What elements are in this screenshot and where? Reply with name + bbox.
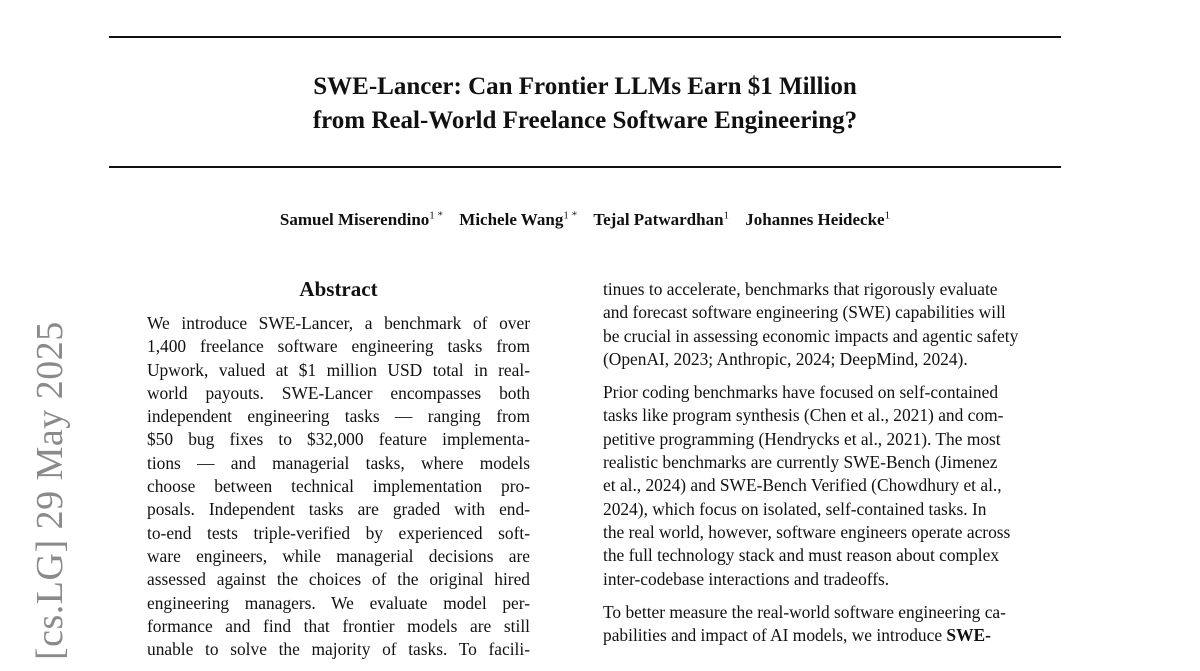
- abstract-line: Upwork, valued at $1 million USD total in real-: [147, 359, 530, 380]
- abstract-line: choose between technical implementation pro-: [147, 476, 530, 497]
- abstract-heading: Abstract: [299, 277, 378, 301]
- introduction-column: [603, 278, 1019, 657]
- abstract-line: posals. Independent tasks are graded with end-: [147, 499, 530, 520]
- abstract-line: independent engineering tasks — ranging from: [147, 406, 530, 427]
- swe-lancer-name: SWE-: [946, 625, 991, 646]
- author: Johannes Heidecke$^1$: [745, 209, 891, 229]
- title-line-2: from Real-World Freelance Software Engineering?: [312, 107, 858, 134]
- text-line: pabilities and impact of AI models, we introduce SWE-: [603, 625, 991, 646]
- abstract-line: $50 bug fixes to $32,000 feature implementa-: [147, 429, 530, 450]
- abstract-section: [147, 276, 530, 671]
- text-line: the full technology stack and must reason about complex: [603, 545, 1000, 566]
- text-line: 2024), which focus on isolated, self-contained tasks. In: [603, 498, 987, 519]
- text-line: inter-codebase interactions and tradeoffs.: [603, 568, 890, 589]
- abstract-line: engineering managers. We evaluate model per-: [147, 592, 530, 613]
- author: Samuel Miserendino$^{1 *}$: [279, 209, 444, 229]
- abstract-line: unable to solve the majority of tasks. To facili-: [147, 639, 530, 660]
- abstract-line: tions — and managerial tasks, where models: [147, 452, 530, 473]
- abstract-line: ware engineers, while managerial decisions are: [147, 545, 530, 566]
- author: Michele Wang$^{1 *}$: [459, 209, 578, 229]
- paragraph: [603, 601, 1006, 648]
- abstract-line: world payouts. SWE-Lancer encompasses both: [147, 382, 530, 403]
- abstract-line: 1,400 freelance software engineering tasks from: [147, 336, 530, 357]
- text-line: realistic benchmarks are currently SWE-Bench (Jimenez: [603, 452, 998, 473]
- author: Tejal Patwardhan$^1$: [593, 209, 730, 229]
- text-line: be crucial in assessing economic impacts and agentic safety: [603, 325, 1019, 346]
- text-line: petitive programming (Hendrycks et al., 2021). The most: [603, 428, 1001, 449]
- abstract-line: We introduce SWE-Lancer, a benchmark of over: [147, 313, 530, 333]
- title-bottom-rule: [109, 166, 1061, 168]
- paragraph: [603, 278, 1019, 371]
- text-line: the real world, however, software engineers operate across: [603, 521, 1011, 542]
- abstract-body: [147, 312, 530, 661]
- title-line-1: SWE-Lancer: Can Frontier LLMs Earn $1 Million: [313, 73, 857, 100]
- paper-title: [109, 70, 1061, 138]
- text-line: and forecast software engineering (SWE) capabilities will: [603, 302, 1006, 323]
- paragraph: [603, 381, 1011, 591]
- author-list: [109, 209, 1061, 230]
- text-line: tinues to accelerate, benchmarks that rigorously evaluate: [603, 279, 998, 299]
- abstract-line: to-end tests triple-verified by experienced soft-: [147, 522, 530, 543]
- text-line: tasks like program synthesis (Chen et al., 2021) and com-: [603, 405, 1004, 426]
- title-top-rule: [109, 36, 1061, 38]
- abstract-line: assessed against the choices of the original hired: [147, 569, 530, 590]
- arxiv-sidebar-stamp: [cs.LG] 29 May 2025: [29, 321, 71, 660]
- text-line: Prior coding benchmarks have focused on self-contained: [603, 382, 999, 403]
- text-line: (OpenAI, 2023; Anthropic, 2024; DeepMind, 2024).: [603, 348, 968, 369]
- text-line: et al., 2024) and SWE-Bench Verified (Chowdhury et al.,: [603, 475, 1002, 496]
- text-line: To better measure the real-world software engineering ca-: [603, 601, 1006, 622]
- abstract-line: formance and find that frontier models are still: [147, 615, 530, 636]
